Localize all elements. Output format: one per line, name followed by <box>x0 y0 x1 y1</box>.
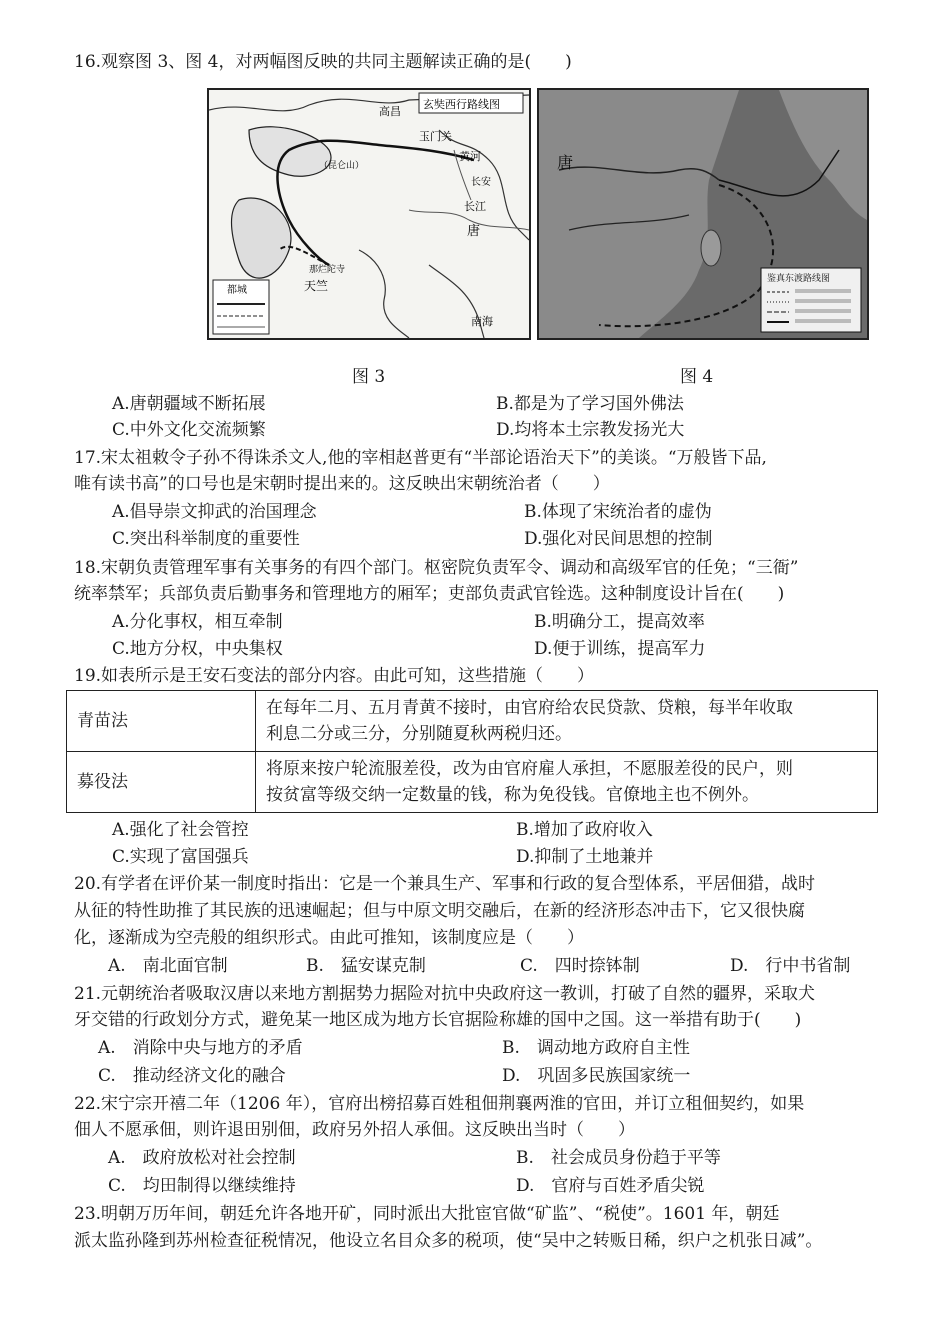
q18-option-a: A.分化事权，相互牵制 <box>112 612 283 632</box>
q18-option-b: B.明确分工，提高效率 <box>534 612 705 632</box>
q19-row2-desc-line1: 将原来按户轮流服差役，改为由官府雇人承担，不愿服差役的民户，则 <box>266 759 793 779</box>
fig3-label-nanhai: 南海 <box>471 315 493 328</box>
q20-option-d: D. 行中书省制 <box>730 956 851 976</box>
q17-stem-line2: 唯有读书高”的口号也是宋朝时提出来的。这反映出宋朝统治者（ ） <box>74 474 610 494</box>
q21-stem-line1: 21.元朝统治者吸取汉唐以来地方割据势力据险对抗中央政府这一教训，打破了自然的疆界，采取犬 <box>74 984 816 1004</box>
figure-4-map <box>537 88 869 340</box>
q19-option-b: B.增加了政府收入 <box>516 820 653 840</box>
q19-option-a: A.强化了社会管控 <box>112 820 249 840</box>
fig3-legend-capital: 都城 <box>227 285 247 296</box>
table-row <box>67 691 878 752</box>
q22-option-c: C. 均田制得以继续维持 <box>108 1176 296 1196</box>
q22-option-a: A. 政府放松对社会控制 <box>108 1148 296 1168</box>
figure-3-caption: 图 3 <box>352 367 386 387</box>
q19-table <box>66 690 878 813</box>
fig3-label-changjiang: 长江 <box>464 200 486 213</box>
fig3-label-gaochang: 高昌 <box>379 105 401 118</box>
q19-row2-name: 募役法 <box>67 752 256 813</box>
q20-option-a: A. 南北面官制 <box>108 956 228 976</box>
q22-option-b: B. 社会成员身份趋于平等 <box>516 1148 721 1168</box>
q16-option-a: A.唐朝疆域不断拓展 <box>112 394 266 414</box>
fig3-label-kunlunshan: （昆仑山） <box>319 161 365 171</box>
q19-row1-desc <box>256 691 878 752</box>
q17-option-b: B.体现了宋统治者的虚伪 <box>524 502 712 522</box>
q17-stem-line1: 17.宋太祖敕令子孙不得诛杀文人,他的宰相赵普更有“半部论语治天下”的美谈。“万般皆下品, <box>74 448 767 468</box>
q23-stem-line2: 派太监孙隆到苏州检查征税情况，他设立名目众多的税项，使“吴中之转贩日稀，织户之机张日减”。 <box>74 1231 823 1251</box>
q19-stem: 19.如表所示是王安石变法的部分内容。由此可知，这些措施（ ） <box>74 666 595 686</box>
table-row <box>67 752 878 813</box>
fig3-label-nalantuosi: 那烂陀寺 <box>309 265 346 275</box>
q19-row1-desc-line2: 利息二分或三分，分别随夏秋两税归还。 <box>266 724 572 744</box>
fig3-label-huanghe: 黄河 <box>459 150 481 163</box>
fig3-label-yumenguan: 玉门关 <box>419 130 452 143</box>
q21-option-b: B. 调动地方政府自主性 <box>502 1038 690 1058</box>
q21-option-a: A. 消除中央与地方的矛盾 <box>98 1038 303 1058</box>
fig4-legend-title: 鉴真东渡路线图 <box>767 274 831 284</box>
fig3-label-changan: 长安 <box>471 177 491 188</box>
q18-stem-line2: 统率禁军；兵部负责后勤事务和管理地方的厢军；吏部负责武官铨选。这种制度设计旨在( ) <box>74 584 785 604</box>
q20-stem-line3: 化，逐渐成为空壳般的组织形式。由此可推知，该制度应是（ ） <box>74 928 584 948</box>
q20-stem-line1: 20.有学者在评价某一制度时指出：它是一个兼具生产、军事和行政的复合型体系，平居佃猎，战时 <box>74 874 816 894</box>
jianzhen-route-map <box>539 90 867 338</box>
q17-option-c: C.突出科举制度的重要性 <box>112 529 300 549</box>
q16-option-d: D.均将本土宗教发扬光大 <box>496 420 685 440</box>
q19-row1-desc-line1: 在每年二月、五月青黄不接时，由官府给农民贷款、贷粮，每半年收取 <box>266 698 793 718</box>
q19-option-c: C.实现了富国强兵 <box>112 847 249 867</box>
fig4-label-tang: 唐 <box>557 153 574 172</box>
q19-row2-desc <box>256 752 878 813</box>
q17-option-d: D.强化对民间思想的控制 <box>524 529 713 549</box>
figure-4-caption: 图 4 <box>680 367 714 387</box>
q22-stem-line1: 22.宋宁宗开禧二年（1206 年），官府出榜招募百姓租佃荆襄两淮的官田，并订立租佃契约，如果 <box>74 1094 805 1114</box>
q20-stem-line2: 从征的特性助推了其民族的迅速崛起；但与中原文明交融后，在新的经济形态冲击下，它又很快腐 <box>74 901 805 921</box>
q16-option-b: B.都是为了学习国外佛法 <box>496 394 684 414</box>
q19-option-d: D.抑制了土地兼并 <box>516 847 654 867</box>
q20-option-b: B. 猛安谋克制 <box>306 956 426 976</box>
q17-option-a: A.倡导崇文抑武的治国理念 <box>112 502 317 522</box>
q20-option-c: C. 四时捺钵制 <box>520 956 640 976</box>
figure-3-map <box>207 88 531 340</box>
q23-stem-line1: 23.明朝万历年间，朝廷允许各地开矿，同时派出大批宦官做“矿监”、“税使”。1601 年，朝廷 <box>74 1204 780 1224</box>
q18-option-c: C.地方分权，中央集权 <box>112 639 283 659</box>
q16-stem: 16.观察图 3、图 4，对两幅图反映的共同主题解读正确的是( ) <box>74 52 572 72</box>
q21-option-d: D. 巩固多民族国家统一 <box>502 1066 691 1086</box>
q19-row1-name: 青苗法 <box>67 691 256 752</box>
q22-stem-line2: 佃人不愿承佃，则许退田别佃，政府另外招人承佃。这反映出当时（ ） <box>74 1120 635 1140</box>
xuanzang-route-map <box>209 90 529 338</box>
q19-row2-desc-line2: 按贫富等级交纳一定数量的钱，称为免役钱。官僚地主也不例外。 <box>266 785 759 805</box>
fig3-legend-title: 玄奘西行路线图 <box>423 98 500 111</box>
q21-stem-line2: 牙交错的行政划分方式，避免某一地区成为地方长官据险称雄的国中之国。这一举措有助于( ) <box>74 1010 802 1030</box>
q18-stem-line1: 18.宋朝负责管理军事有关事务的有四个部门。枢密院负责军令、调动和高级军官的任免；“三衙” <box>74 558 799 578</box>
q16-option-c: C.中外文化交流频繁 <box>112 420 266 440</box>
fig3-label-tang: 唐 <box>467 224 481 239</box>
fig3-label-tianzhu: 天竺 <box>304 279 329 293</box>
q22-option-d: D. 官府与百姓矛盾尖锐 <box>516 1176 705 1196</box>
q18-option-d: D.便于训练，提高军力 <box>534 639 706 659</box>
q21-option-c: C. 推动经济文化的融合 <box>98 1066 286 1086</box>
